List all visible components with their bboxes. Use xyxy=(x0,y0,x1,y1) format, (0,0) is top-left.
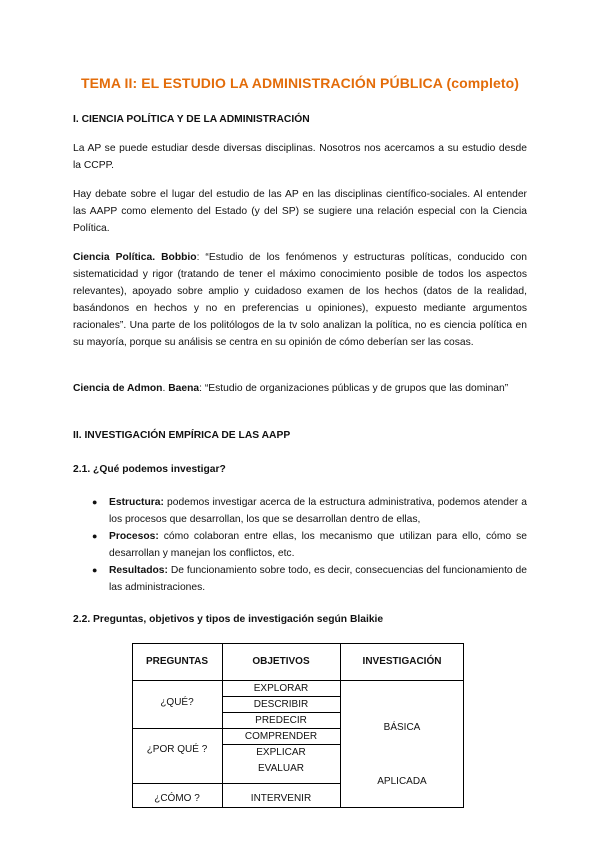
table-border xyxy=(222,728,340,729)
baena-definition: : “Estudio de organizaciones públicas y de grupos que las dominan” xyxy=(199,383,509,394)
paragraph-intro: La AP se puede estudiar desde diversas disciplinas. Nosotros nos acercamos a su estudio desde la CCPP. xyxy=(73,143,527,171)
bullet-dot: ● xyxy=(92,531,98,541)
table-border xyxy=(222,744,340,745)
header-investigacion: INVESTIGACIÓN xyxy=(362,656,442,667)
bullet-label: Procesos: xyxy=(109,531,159,542)
admon-label: Ciencia de Admon xyxy=(73,383,163,394)
table-border xyxy=(222,712,340,713)
bullet-body: cómo colaboran entre ellas, los mecanismo que utilizan para ello, cómo se desarrollan y manejan los conflictos, etc. xyxy=(109,531,527,559)
bobbio-definition: : “Estudio de los fenómenos y estructuras políticas, conducido con sistematicidad y rigor (tratando de tener el máximo conocimiento posible de todos los aspectos relevantes), apoyado sobre amplio y cuidadoso examen de los hechos (datos de la realidad, basándonos en hechos y no en preferencias u opiniones), expuesto mediante argumentos racionales”. Una parte de los politólogos de la tv solo analizan la política, no es ciencia política en su mayoría, porque su análisis se centra en su opinión de cómo deberían ser las cosas. xyxy=(73,252,527,348)
table-border xyxy=(222,696,340,697)
pregunta-como: ¿CÓMO ? xyxy=(154,793,200,804)
document-title: TEMA II: EL ESTUDIO LA ADMINISTRACIÓN PÚBLICA (completo) xyxy=(80,75,520,91)
objetivo-describir: DESCRIBIR xyxy=(253,699,309,710)
bullet-procesos xyxy=(109,528,527,562)
section-2-heading: II. INVESTIGACIÓN EMPÍRICA DE LAS AAPP xyxy=(73,430,291,441)
bullet-label: Estructura: xyxy=(109,497,164,508)
table-border xyxy=(132,728,222,729)
baena-label: Baena xyxy=(168,383,200,394)
paragraph-debate: Hay debate sobre el lugar del estudio de las AP en las disciplinas científico-sociales. Al entender las AAPP como elemento del Estado (y del SP) se sugiere una relación especial con la Ciencia Política. xyxy=(73,189,527,234)
paragraph-bobbio xyxy=(73,249,527,351)
investigacion-basica: BÁSICA xyxy=(383,722,421,733)
bullet-dot: ● xyxy=(92,565,98,575)
bullet-body: podemos investigar acerca de la estructura administrativa, podemos atender a los procesos que desarrollan, los que se desarrollan dentro de ellas, xyxy=(109,497,527,525)
objetivo-evaluar: EVALUAR xyxy=(258,763,304,774)
bullet-body: De funcionamiento sobre todo, es decir, consecuencias del funcionamiento de las administraciones. xyxy=(109,565,527,593)
pregunta-que: ¿QUÉ? xyxy=(160,697,194,708)
bobbio-label: Ciencia Política. Bobbio xyxy=(73,252,197,263)
investigacion-aplicada: APLICADA xyxy=(377,776,427,787)
bullet-resultados xyxy=(109,562,527,596)
blaikie-table xyxy=(132,643,464,808)
subsection-2-2-heading: 2.2. Preguntas, objetivos y tipos de investigación según Blaikie xyxy=(73,614,384,625)
objetivo-explorar: EXPLORAR xyxy=(253,683,309,694)
table-border xyxy=(132,643,464,644)
table-border xyxy=(132,807,464,808)
paragraph-baena xyxy=(73,380,527,397)
header-objetivos: OBJETIVOS xyxy=(252,656,310,667)
objetivo-intervenir: INTERVENIR xyxy=(250,793,312,804)
bullet-label: Resultados: xyxy=(109,565,168,576)
section-1-heading: I. CIENCIA POLÍTICA Y DE LA ADMINISTRACIÓN xyxy=(73,114,310,125)
bullet-dot: ● xyxy=(92,497,98,507)
table-border xyxy=(132,680,464,681)
pregunta-por-que: ¿POR QUÉ ? xyxy=(146,744,208,755)
bullet-estructura xyxy=(109,494,527,528)
table-border xyxy=(222,783,340,784)
subsection-2-1-heading: 2.1. ¿Qué podemos investigar? xyxy=(73,464,226,475)
header-preguntas: PREGUNTAS xyxy=(145,656,209,667)
objetivo-comprender: COMPRENDER xyxy=(244,731,318,742)
table-border xyxy=(132,783,222,784)
objetivo-explicar: EXPLICAR xyxy=(256,747,306,758)
separator: . xyxy=(162,383,169,394)
objetivo-predecir: PREDECIR xyxy=(255,715,307,726)
